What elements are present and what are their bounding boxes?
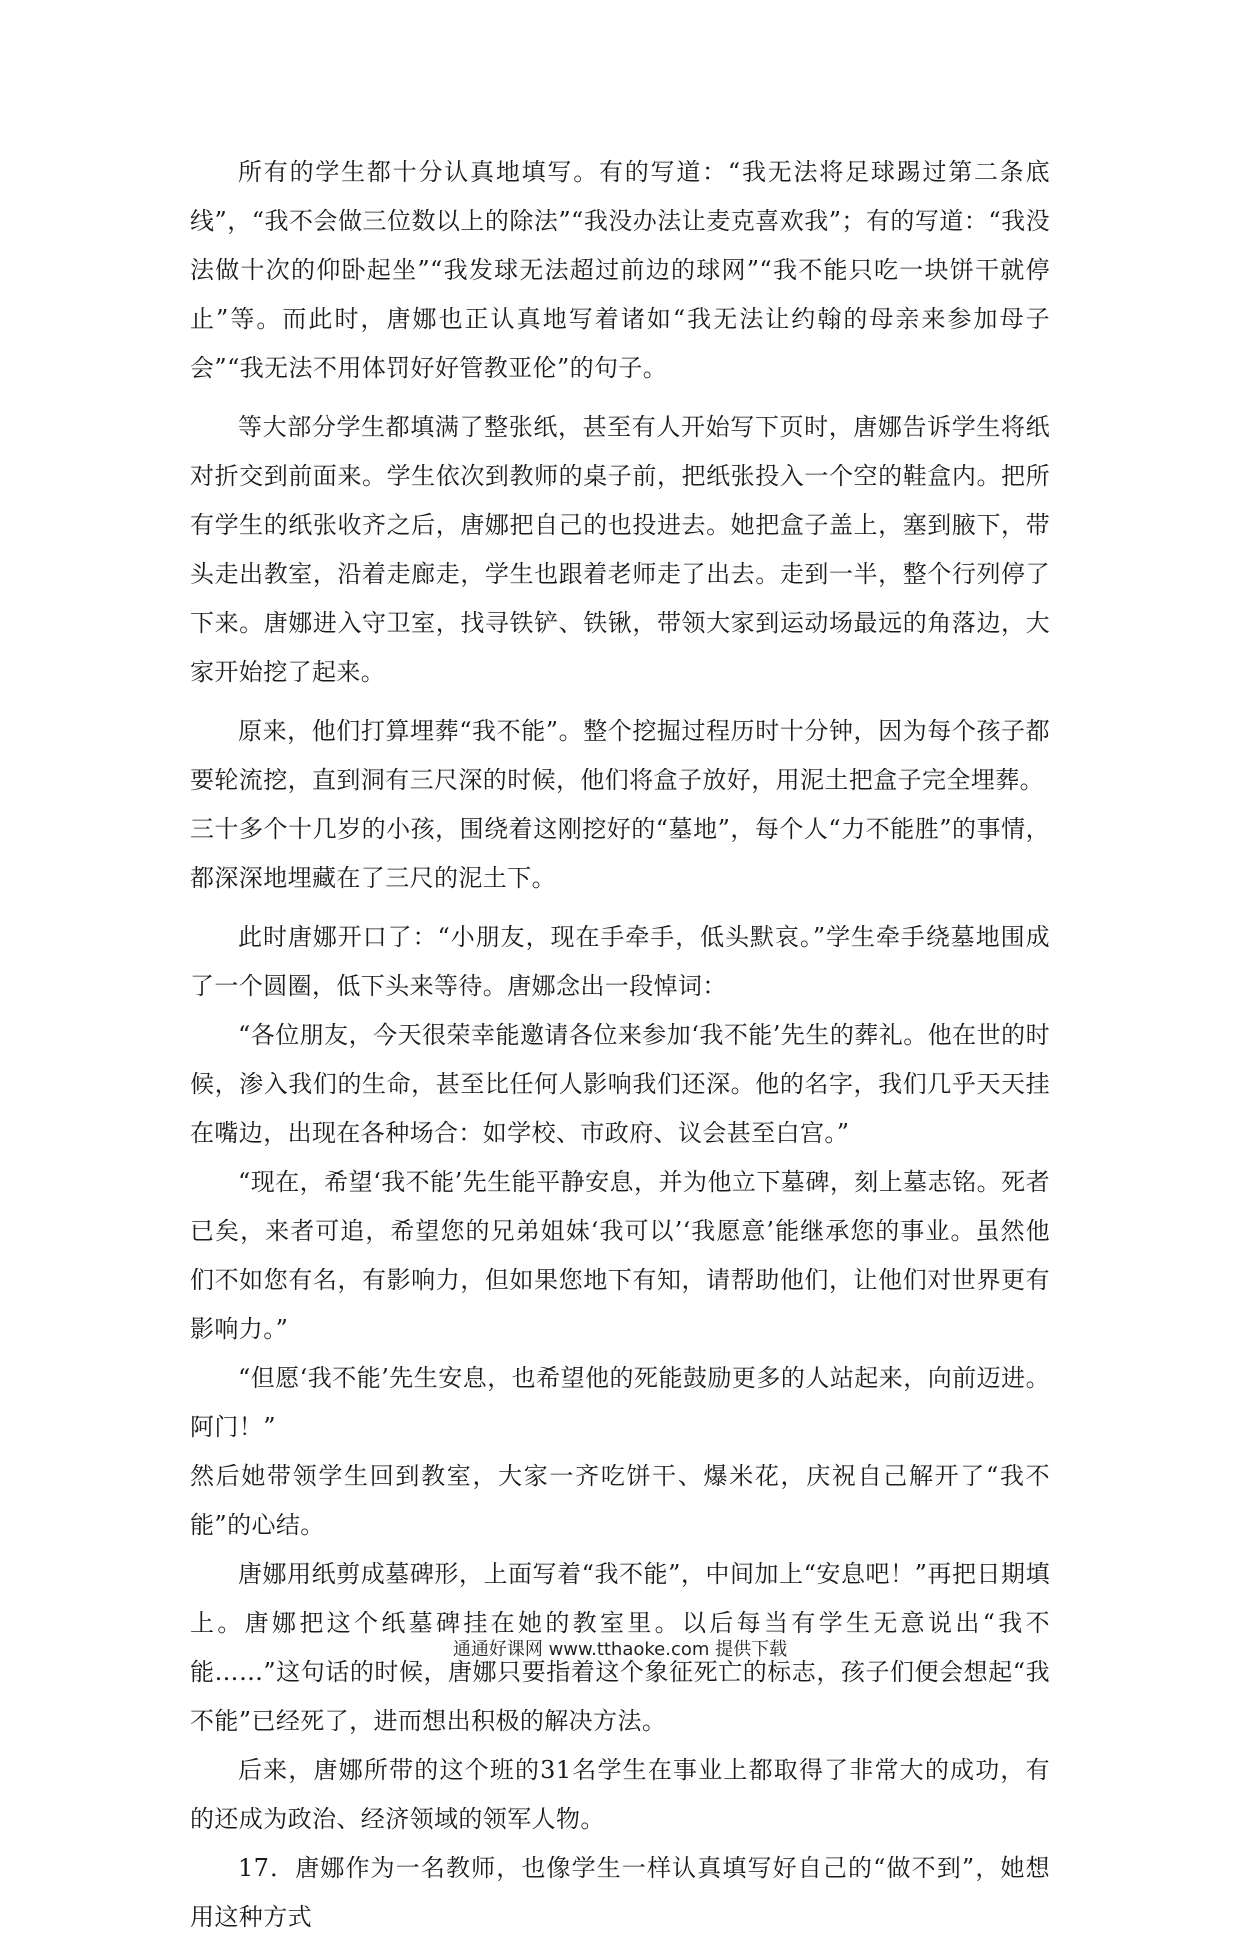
- paragraph: 原来，他们打算埋葬“我不能”。整个挖掘过程历时十分钟，因为每个孩子都要轮流挖，直到洞有三尺深的时候，他们将盒子放好，用泥土把盒子完全埋葬。: [190, 717, 1050, 794]
- document-body: [190, 148, 1050, 1942]
- paragraph: “现在，希望‘我不能’先生能平静安息，并为他立下墓碑，刻上墓志铭。死者已矣，来者可追，希望您的兄弟姐妹‘我可以’‘我愿意’能继承您的事业。虽然他们不如您有名，有影响力，但如果您地下有知，请帮助他们，让他们对世界更有影响力。”: [190, 1168, 1050, 1343]
- paragraph: “各位朋友，今天很荣幸能邀请各位来参加‘我不能’先生的葬礼。他在世的时候，渗入我们的生命，甚至比任何人影响我们还深。他的名字，我们几乎天天挂在嘴边，出现在各种场合：如学校、市政府、议会甚至白宫。”: [190, 1021, 1050, 1147]
- paragraph: 三十多个十几岁的小孩，围绕着这刚挖好的“墓地”，每个人“力不能胜”的事情，都深深地埋藏在了三尺的泥土下。: [190, 815, 1050, 892]
- paragraph: 唐娜用纸剪成墓碑形，上面写着“我不能”，中间加上“安息吧！”再把日期填上。唐娜把这个纸墓碑挂在她的教室里。以后每当有学生无意说出“我不能……”这句话的时候，唐娜只要指着这个象征死亡的标志，孩子们便会想起“我不能”已经死了，进而想出积极的解决方法。: [190, 1560, 1050, 1735]
- paragraph: 此时唐娜开口了：“小朋友，现在手牵手，低头默哀。”学生牵手绕墓地围成了一个圆圈，低下头来等待。唐娜念出一段悼词：: [190, 923, 1050, 1000]
- page-footer: 通通好课网 www.tthaoke.com 提供下载: [452, 1639, 788, 1660]
- question-17: 17．唐娜作为一名教师，也像学生一样认真填写好自己的“做不到”，她想用这种方式: [190, 1854, 1050, 1931]
- paragraph: 后来，唐娜所带的这个班的31名学生在事业上都取得了非常大的成功，有的还成为政治、经济领域的领军人物。: [190, 1756, 1050, 1833]
- paragraph: “但愿‘我不能’先生安息，也希望他的死能鼓励更多的人站起来，向前迈进。阿门！”: [190, 1364, 1050, 1441]
- paragraph: 等大部分学生都填满了整张纸，甚至有人开始写下页时，唐娜告诉学生将纸对折交到前面来。学生依次到教师的桌子前，把纸张投入一个空的鞋盒内。把所有学生的纸张收齐之后，唐娜把自己的也投进去。她把盒子盖上，塞到腋下，带头走出教室，沿着走廊走，学生也跟着老师走了出去。走到一半，整个行列停了下来。唐娜进入守卫室，找寻铁铲、铁锹，带领大家到运动场最远的角落边，大家开始挖了起来。: [190, 413, 1050, 686]
- paragraph: 所有的学生都十分认真地填写。有的写道：“我无法将足球踢过第二条底线”，“我不会做三位数以上的除法”“我没办法让麦克喜欢我”；有的写道：“我没法做十次的仰卧起坐”“我发球无法超过前边的球网”“我不能只吃一块饼干就停止”等。而此时，唐娜也正认真地写着诸如“我无法让约翰的母亲来参加母子会”“我无法不用体罚好好管教亚伦”的句子。: [190, 158, 1050, 382]
- paragraph: 然后她带领学生回到教室，大家一齐吃饼干、爆米花，庆祝自己解开了“我不能”的心结。: [190, 1462, 1050, 1539]
